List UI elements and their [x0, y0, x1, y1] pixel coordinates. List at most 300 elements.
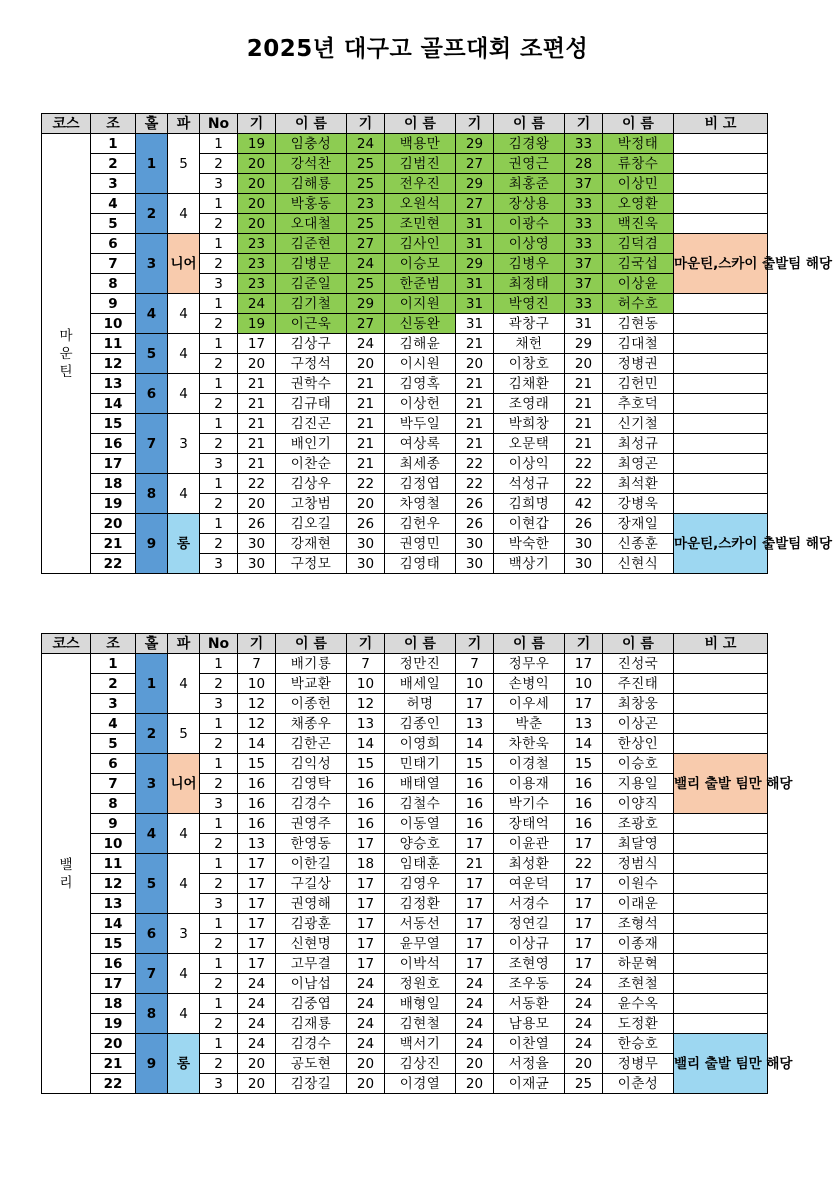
- class-year: 24: [238, 994, 276, 1014]
- player-name: 김철수: [385, 794, 456, 814]
- class-year: 21: [456, 854, 494, 874]
- class-year: 7: [238, 654, 276, 674]
- tee-order: 2: [200, 674, 238, 694]
- class-year: 30: [456, 554, 494, 574]
- tee-order: 2: [200, 834, 238, 854]
- class-year: 31: [456, 294, 494, 314]
- class-year: 29: [456, 174, 494, 194]
- par-value: 4: [168, 994, 200, 1034]
- class-year: 22: [238, 474, 276, 494]
- group-number: 11: [91, 334, 136, 354]
- table-row: [42, 374, 768, 394]
- class-year: 16: [456, 814, 494, 834]
- player-name: 김상우: [276, 474, 347, 494]
- class-year: 16: [347, 814, 385, 834]
- column-header: 조: [91, 114, 136, 134]
- group-number: 8: [91, 794, 136, 814]
- hole-number: 6: [136, 914, 168, 954]
- player-name: 최성환: [494, 854, 565, 874]
- tee-order: 2: [200, 774, 238, 794]
- class-year: 24: [238, 1014, 276, 1034]
- class-year: 37: [565, 254, 603, 274]
- par-value: 5: [168, 134, 200, 194]
- remark-empty: [674, 954, 768, 974]
- hole-number: 2: [136, 194, 168, 234]
- player-name: 채헌: [494, 334, 565, 354]
- player-name: 윤무열: [385, 934, 456, 954]
- class-year: 22: [565, 454, 603, 474]
- class-year: 24: [456, 974, 494, 994]
- class-year: 10: [456, 674, 494, 694]
- player-name: 이경철: [494, 754, 565, 774]
- player-name: 김현동: [603, 314, 674, 334]
- player-name: 조광호: [603, 814, 674, 834]
- player-name: 김채환: [494, 374, 565, 394]
- player-name: 권학수: [276, 374, 347, 394]
- tee-order: 2: [200, 314, 238, 334]
- table-row: [42, 914, 768, 934]
- par-value: 5: [168, 714, 200, 754]
- column-header: 파: [168, 634, 200, 654]
- column-header: 기: [565, 114, 603, 134]
- class-year: 21: [456, 434, 494, 454]
- remark-empty: [674, 974, 768, 994]
- player-name: 이광수: [494, 214, 565, 234]
- player-name: 구정석: [276, 354, 347, 374]
- column-header: 이 름: [494, 634, 565, 654]
- tee-order: 1: [200, 474, 238, 494]
- class-year: 17: [565, 954, 603, 974]
- player-name: 김중엽: [276, 994, 347, 1014]
- par-value: 4: [168, 194, 200, 234]
- class-year: 21: [347, 374, 385, 394]
- table-row: [42, 294, 768, 314]
- remark-note: 마운틴,스카이 출발팀 해당: [674, 514, 768, 574]
- player-name: 신동완: [385, 314, 456, 334]
- player-name: 김규태: [276, 394, 347, 414]
- remark-note: 밸리 출발 팀만 해당: [674, 1034, 768, 1094]
- player-name: 최세종: [385, 454, 456, 474]
- group-number: 19: [91, 494, 136, 514]
- table-row: [42, 474, 768, 494]
- player-name: 석성규: [494, 474, 565, 494]
- player-name: 이상윤: [603, 274, 674, 294]
- class-year: 24: [565, 994, 603, 1014]
- class-year: 18: [347, 854, 385, 874]
- tee-order: 2: [200, 354, 238, 374]
- player-name: 권영주: [276, 814, 347, 834]
- column-header: No: [200, 114, 238, 134]
- class-year: 37: [565, 274, 603, 294]
- class-year: 20: [456, 1074, 494, 1094]
- header-row: [42, 114, 768, 134]
- player-name: 이남섭: [276, 974, 347, 994]
- remark-empty: [674, 194, 768, 214]
- player-name: 한승호: [603, 1034, 674, 1054]
- tee-order: 3: [200, 894, 238, 914]
- class-year: 20: [238, 154, 276, 174]
- tee-order: 3: [200, 454, 238, 474]
- player-name: 이춘성: [603, 1074, 674, 1094]
- column-header: 기: [456, 114, 494, 134]
- player-name: 김준현: [276, 234, 347, 254]
- par-value: 3: [168, 414, 200, 474]
- player-name: 장상용: [494, 194, 565, 214]
- group-number: 21: [91, 1054, 136, 1074]
- class-year: 20: [347, 354, 385, 374]
- player-name: 지용일: [603, 774, 674, 794]
- class-year: 25: [347, 214, 385, 234]
- par-value: 3: [168, 914, 200, 954]
- hole-number: 3: [136, 234, 168, 294]
- player-name: 김종인: [385, 714, 456, 734]
- column-header: 이 름: [494, 114, 565, 134]
- player-name: 허수호: [603, 294, 674, 314]
- class-year: 21: [456, 374, 494, 394]
- par-value: 롱: [168, 514, 200, 574]
- class-year: 13: [347, 714, 385, 734]
- player-name: 서동선: [385, 914, 456, 934]
- class-year: 22: [456, 454, 494, 474]
- player-name: 강석찬: [276, 154, 347, 174]
- class-year: 10: [347, 674, 385, 694]
- player-name: 구길상: [276, 874, 347, 894]
- column-header: 이 름: [603, 634, 674, 654]
- class-year: 14: [347, 734, 385, 754]
- tee-order: 1: [200, 234, 238, 254]
- player-name: 박정태: [603, 134, 674, 154]
- class-year: 17: [238, 914, 276, 934]
- player-name: 추호덕: [603, 394, 674, 414]
- player-name: 정연길: [494, 914, 565, 934]
- column-header: No: [200, 634, 238, 654]
- par-value: 4: [168, 294, 200, 334]
- column-header: 기: [238, 634, 276, 654]
- player-name: 이동열: [385, 814, 456, 834]
- player-name: 전우진: [385, 174, 456, 194]
- par-value: 4: [168, 474, 200, 514]
- group-number: 22: [91, 554, 136, 574]
- player-name: 오대철: [276, 214, 347, 234]
- class-year: 31: [456, 214, 494, 234]
- class-year: 16: [456, 794, 494, 814]
- player-name: 이상곤: [603, 714, 674, 734]
- class-year: 24: [565, 974, 603, 994]
- class-year: 22: [565, 474, 603, 494]
- valley-course-table: [41, 633, 793, 1094]
- class-year: 24: [456, 1014, 494, 1034]
- class-year: 24: [347, 334, 385, 354]
- player-name: 이승호: [603, 754, 674, 774]
- tee-order: 2: [200, 214, 238, 234]
- tee-order: 2: [200, 154, 238, 174]
- table-row: [42, 1034, 768, 1054]
- group-number: 14: [91, 914, 136, 934]
- player-name: 이상익: [494, 454, 565, 474]
- table-row: [42, 854, 768, 874]
- table-row: [42, 754, 768, 774]
- remark-empty: [674, 494, 768, 514]
- player-name: 이박석: [385, 954, 456, 974]
- class-year: 17: [565, 894, 603, 914]
- class-year: 29: [347, 294, 385, 314]
- column-header: 기: [347, 634, 385, 654]
- tee-order: 2: [200, 734, 238, 754]
- table-row: [42, 234, 768, 254]
- class-year: 7: [347, 654, 385, 674]
- column-header: 기: [238, 114, 276, 134]
- hole-number: 1: [136, 134, 168, 194]
- column-header: 코스: [42, 114, 91, 134]
- player-name: 이상헌: [385, 394, 456, 414]
- column-header: 이 름: [276, 634, 347, 654]
- class-year: 20: [347, 1054, 385, 1074]
- player-name: 이상규: [494, 934, 565, 954]
- class-year: 17: [456, 894, 494, 914]
- class-year: 21: [238, 454, 276, 474]
- column-header: 비 고: [674, 114, 768, 134]
- tee-order: 1: [200, 814, 238, 834]
- class-year: 17: [565, 874, 603, 894]
- class-year: 24: [238, 294, 276, 314]
- player-name: 남용모: [494, 1014, 565, 1034]
- player-name: 김준일: [276, 274, 347, 294]
- player-name: 민태기: [385, 754, 456, 774]
- remark-empty: [674, 734, 768, 754]
- class-year: 13: [238, 834, 276, 854]
- class-year: 17: [456, 874, 494, 894]
- tee-order: 1: [200, 414, 238, 434]
- tee-order: 1: [200, 914, 238, 934]
- class-year: 20: [565, 354, 603, 374]
- hole-number: 9: [136, 1034, 168, 1094]
- group-number: 12: [91, 354, 136, 374]
- remark-empty: [674, 854, 768, 874]
- class-year: 24: [347, 1034, 385, 1054]
- player-name: 김상진: [385, 1054, 456, 1074]
- hole-number: 9: [136, 514, 168, 574]
- table-row: [42, 994, 768, 1014]
- player-name: 김병문: [276, 254, 347, 274]
- remark-empty: [674, 874, 768, 894]
- class-year: 13: [565, 714, 603, 734]
- group-number: 15: [91, 934, 136, 954]
- class-year: 21: [238, 374, 276, 394]
- hole-number: 5: [136, 854, 168, 914]
- player-name: 이시원: [385, 354, 456, 374]
- table-row: [42, 334, 768, 354]
- class-year: 20: [238, 174, 276, 194]
- player-name: 김경수: [276, 1034, 347, 1054]
- remark-empty: [674, 154, 768, 174]
- player-name: 권영근: [494, 154, 565, 174]
- group-number: 1: [91, 654, 136, 674]
- player-name: 최홍준: [494, 174, 565, 194]
- class-year: 29: [456, 134, 494, 154]
- class-year: 14: [565, 734, 603, 754]
- table-row: [42, 514, 768, 534]
- group-number: 6: [91, 234, 136, 254]
- player-name: 조현철: [603, 974, 674, 994]
- player-name: 김장길: [276, 1074, 347, 1094]
- player-name: 정무우: [494, 654, 565, 674]
- player-name: 김광훈: [276, 914, 347, 934]
- class-year: 21: [238, 434, 276, 454]
- class-year: 20: [456, 1054, 494, 1074]
- class-year: 33: [565, 294, 603, 314]
- player-name: 이래운: [603, 894, 674, 914]
- class-year: 16: [565, 794, 603, 814]
- class-year: 30: [565, 534, 603, 554]
- player-name: 김헌민: [603, 374, 674, 394]
- column-header: 비 고: [674, 634, 768, 654]
- player-name: 박두일: [385, 414, 456, 434]
- player-name: 여상록: [385, 434, 456, 454]
- player-name: 정범식: [603, 854, 674, 874]
- remark-empty: [674, 474, 768, 494]
- column-header: 홀: [136, 634, 168, 654]
- class-year: 24: [347, 134, 385, 154]
- tee-order: 2: [200, 1014, 238, 1034]
- group-number: 20: [91, 1034, 136, 1054]
- class-year: 26: [456, 494, 494, 514]
- player-name: 여운덕: [494, 874, 565, 894]
- group-number: 11: [91, 854, 136, 874]
- class-year: 16: [565, 774, 603, 794]
- mountain-course-table: [41, 113, 832, 574]
- hole-number: 4: [136, 294, 168, 334]
- group-number: 10: [91, 314, 136, 334]
- remark-empty: [674, 914, 768, 934]
- player-name: 김헌우: [385, 514, 456, 534]
- table-row: [42, 714, 768, 734]
- player-name: 신현식: [603, 554, 674, 574]
- tee-order: 3: [200, 794, 238, 814]
- column-header: 코스: [42, 634, 91, 654]
- player-name: 이양직: [603, 794, 674, 814]
- class-year: 33: [565, 134, 603, 154]
- remark-empty: [674, 354, 768, 374]
- remark-empty: [674, 294, 768, 314]
- player-name: 이재균: [494, 1074, 565, 1094]
- class-year: 25: [347, 274, 385, 294]
- tee-order: 3: [200, 554, 238, 574]
- player-name: 김범진: [385, 154, 456, 174]
- class-year: 24: [565, 1014, 603, 1034]
- player-name: 장태억: [494, 814, 565, 834]
- class-year: 14: [456, 734, 494, 754]
- header-row: [42, 634, 768, 654]
- hole-number: 8: [136, 474, 168, 514]
- player-name: 정원호: [385, 974, 456, 994]
- group-number: 16: [91, 954, 136, 974]
- class-year: 12: [238, 714, 276, 734]
- player-name: 이종재: [603, 934, 674, 954]
- group-number: 20: [91, 514, 136, 534]
- course-name: 밸 리: [42, 654, 91, 1094]
- player-name: 김영우: [385, 874, 456, 894]
- class-year: 15: [456, 754, 494, 774]
- player-name: 김사인: [385, 234, 456, 254]
- remark-empty: [674, 214, 768, 234]
- class-year: 17: [238, 954, 276, 974]
- class-year: 20: [347, 1074, 385, 1094]
- tee-order: 1: [200, 994, 238, 1014]
- player-name: 고창범: [276, 494, 347, 514]
- par-value: 니어: [168, 754, 200, 814]
- player-name: 김현철: [385, 1014, 456, 1034]
- remark-note: 밸리 출발 팀만 해당: [674, 754, 768, 814]
- player-name: 김정환: [385, 894, 456, 914]
- class-year: 20: [238, 494, 276, 514]
- class-year: 17: [456, 694, 494, 714]
- class-year: 17: [347, 834, 385, 854]
- group-number: 5: [91, 734, 136, 754]
- remark-empty: [674, 454, 768, 474]
- class-year: 31: [565, 314, 603, 334]
- player-name: 이경열: [385, 1074, 456, 1094]
- class-year: 16: [347, 794, 385, 814]
- player-name: 오영환: [603, 194, 674, 214]
- class-year: 24: [238, 974, 276, 994]
- class-year: 17: [565, 694, 603, 714]
- par-value: 니어: [168, 234, 200, 294]
- group-number: 3: [91, 694, 136, 714]
- player-name: 정병권: [603, 354, 674, 374]
- player-name: 이찬열: [494, 1034, 565, 1054]
- group-number: 1: [91, 134, 136, 154]
- tee-order: 2: [200, 494, 238, 514]
- player-name: 이창호: [494, 354, 565, 374]
- tee-order: 1: [200, 1034, 238, 1054]
- class-year: 24: [238, 1034, 276, 1054]
- par-value: 4: [168, 654, 200, 714]
- class-year: 17: [456, 954, 494, 974]
- remark-empty: [674, 834, 768, 854]
- class-year: 21: [456, 394, 494, 414]
- player-name: 최달영: [603, 834, 674, 854]
- group-number: 15: [91, 414, 136, 434]
- class-year: 25: [347, 174, 385, 194]
- column-header: 홀: [136, 114, 168, 134]
- tee-order: 1: [200, 754, 238, 774]
- player-name: 신현명: [276, 934, 347, 954]
- player-name: 박숙한: [494, 534, 565, 554]
- remark-empty: [674, 894, 768, 914]
- group-number: 8: [91, 274, 136, 294]
- tee-order: 2: [200, 1054, 238, 1074]
- group-number: 18: [91, 474, 136, 494]
- player-name: 도정환: [603, 1014, 674, 1034]
- class-year: 25: [347, 154, 385, 174]
- player-name: 김오길: [276, 514, 347, 534]
- table-row: [42, 954, 768, 974]
- tee-order: 2: [200, 874, 238, 894]
- player-name: 최정태: [494, 274, 565, 294]
- class-year: 26: [456, 514, 494, 534]
- class-year: 21: [456, 334, 494, 354]
- player-name: 최석환: [603, 474, 674, 494]
- player-name: 이지원: [385, 294, 456, 314]
- remark-empty: [674, 994, 768, 1014]
- tee-order: 1: [200, 954, 238, 974]
- player-name: 조영래: [494, 394, 565, 414]
- player-name: 한영동: [276, 834, 347, 854]
- player-name: 조민현: [385, 214, 456, 234]
- column-header: 이 름: [276, 114, 347, 134]
- hole-number: 5: [136, 334, 168, 374]
- group-number: 2: [91, 674, 136, 694]
